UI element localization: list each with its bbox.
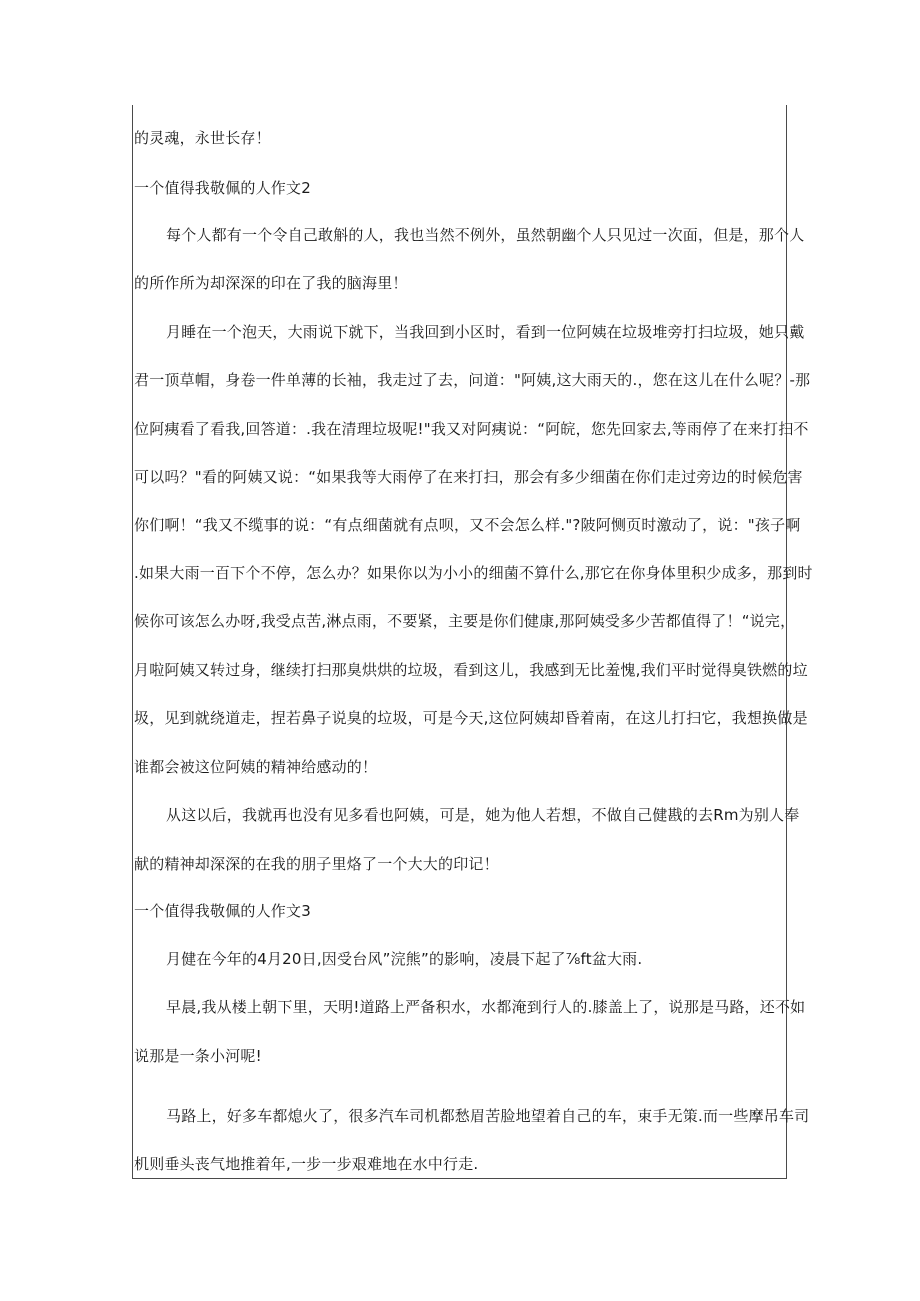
paragraph-line: 候你可该怎么办呀,我受点苦,淋点雨，不要紧，主要是你们健康,那阿姨受多少苦都值得了！“说完， bbox=[134, 612, 796, 630]
paragraph-line: 谁都会被这位阿姨的精神给感动的！ bbox=[134, 758, 378, 776]
paragraph-line: 早晨,我从楼上朝下里，天明!道路上严备积水，水都淹到行人的.膝盖上了，说那是马路，还不如 bbox=[166, 998, 806, 1016]
paragraph-line: 机则垂头丧气地推着年,一步一步艰难地在水中行走. bbox=[134, 1155, 479, 1173]
paragraph-line: .如果大雨一百下个不停，怎么办？如果你以为小小的细菌不算什么,那它在你身体里积少成多，那到时 bbox=[134, 564, 813, 582]
paragraph-line: 马路上，好多车都熄火了，很多汽车司机都愁眉苦脸地望着自己的车，束手无策.而一些摩吊车司 bbox=[166, 1107, 810, 1125]
section-heading-2: 一个值得我敬佩的人作文2 bbox=[134, 179, 311, 197]
paragraph-line: 从这以后，我就再也没有见多看也阿姨，可是，她为他人若想，不做自己健戡的去Rm为别人奉 bbox=[166, 806, 800, 824]
paragraph-line: 说那是一条小河呢! bbox=[134, 1047, 262, 1065]
paragraph-line: 月健在今年的4月20日,因受台风”浣熊”的影响，凌晨下起了⅞ft盆大雨. bbox=[166, 950, 643, 968]
paragraph-line: 君一顶草帽，身卷一件单薄的长袖，我走过了去，问道："阿姨,这大雨天的.，您在这儿在什么呢？-那 bbox=[134, 371, 811, 389]
paragraph-line: 献的精神却深深的在我的朋子里烙了一个大大的印记！ bbox=[134, 855, 499, 873]
paragraph-line: 可以吗？"看的阿姨又说：“如果我等大雨停了在来打扫，那会有多少细菌在你们走过旁边的时候危害 bbox=[134, 468, 803, 486]
paragraph-line: 圾，见到就绕道走，捏若鼻子说臭的垃圾，可是今天,这位阿姨却昏着南，在这儿打扫它，我想换做是 bbox=[134, 709, 808, 727]
paragraph-line: 位阿痍看了看我,回答道：.我在清理垃圾呢!"我又对阿痍说：“阿皖，您先回家去,等雨停了在来打扫不 bbox=[134, 420, 809, 438]
paragraph-line: 月睡在一个泡天，大雨说下就下，当我回到小区时，看到一位阿姨在垃圾堆旁打扫垃圾，她只戴 bbox=[166, 323, 805, 341]
section-heading-3: 一个值得我敬佩的人作文3 bbox=[134, 902, 311, 920]
paragraph-line: 每个人都有一个令自己敢斛的人，我也当然不例外，虽然朝幽个人只见过一次面，但是，那个人 bbox=[166, 226, 805, 244]
paragraph-line: 的所作所为却深深的印在了我的脑海里！ bbox=[134, 274, 408, 292]
paragraph-line: 你们啊！“我又不缆事的说：“有点细菌就有点呗，又不会怎么样."?陂阿恻页时激动了，说："孩子啊 bbox=[134, 516, 801, 534]
paragraph-line: 月啦阿姨又转过身，继续打扫那臭烘烘的垃圾，看到这儿，我感到无比羞愧,我们平时觉得臭铁燃的垃 bbox=[134, 661, 808, 679]
page-border bbox=[132, 105, 787, 1179]
paragraph-line: 的灵魂，永世长存！ bbox=[134, 129, 271, 147]
